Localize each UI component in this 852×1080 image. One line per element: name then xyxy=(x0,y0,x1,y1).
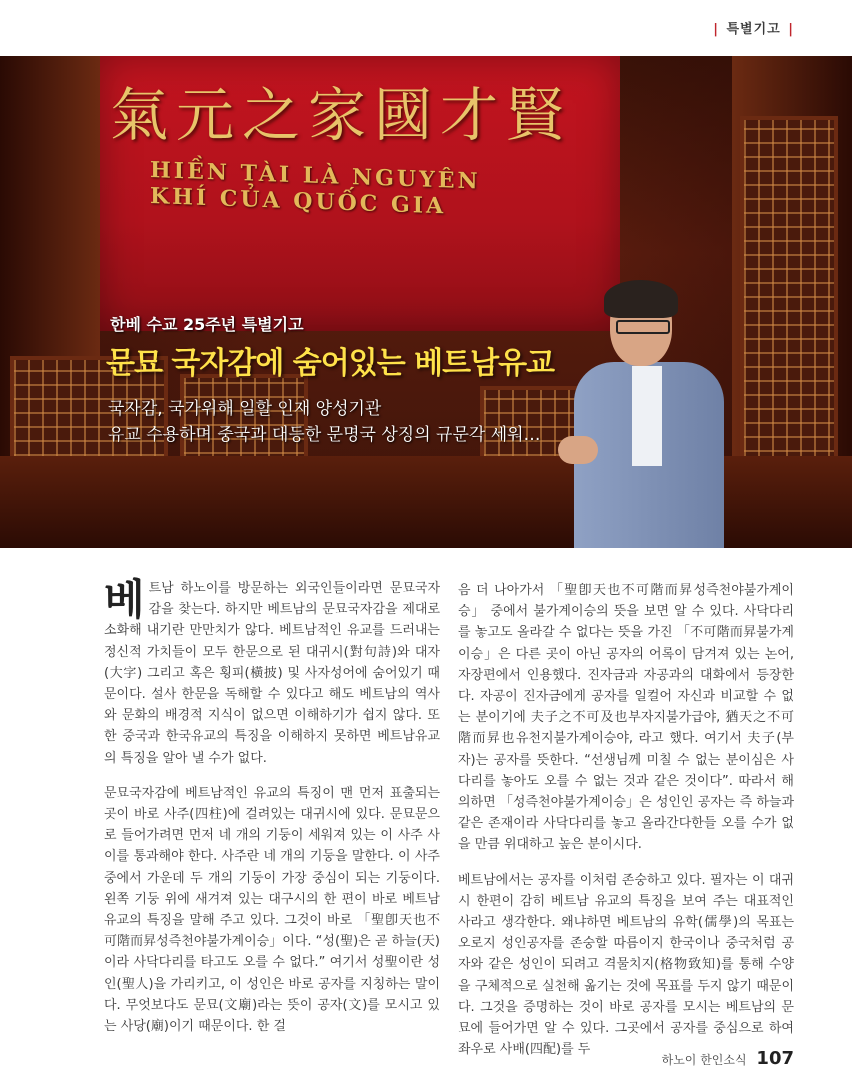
article-deck xyxy=(108,396,668,448)
divider-bar: | xyxy=(788,22,794,37)
hero-text-overlay xyxy=(0,56,852,548)
hero-photo xyxy=(0,56,852,548)
vietnamese-plaque: HIỀN TÀI LÀ NGUYÊN KHÍ CỦA QUỐC GIA xyxy=(150,157,481,220)
divider-bar: | xyxy=(713,22,719,37)
article-column-left xyxy=(104,575,440,1051)
page-number: 107 xyxy=(756,1048,794,1069)
article-headline: 문묘 국자감에 숨어있는 베트남유교 xyxy=(106,346,555,381)
deck-line-2: 유교 수용하며 중국과 대등한 문명국 상징의 규문각 세워… xyxy=(108,425,541,445)
dropcap: 베 xyxy=(104,575,145,624)
article-paragraph: 베트남에서는 공자를 이처럼 존숭하고 있다. 필자는 이 대귀시 한편이 감히 베트남 유교의 특징을 보여 주는 대표적인 사라고 생각한다. 왜냐하면 베트남의 유학(儒學)의 목표는 오로지 성인공자를 존숭할 따름이지 한국이나 중국처럼 공자와 같은 성인이 되려고 격물치지(格物致知)를 통해 수양을 구체적으로 실천해 옮기는 것에 목표를 두지 않기 때문이다. 그것을 증명하는 것이 바로 공자를 모시는 베트남의 문묘에 들어가면 알 수 있다. 그곳에서 공자를 중심으로 하여 좌우로 사배(四配)를 두 xyxy=(458,872,794,1058)
article-column-right xyxy=(458,580,794,1074)
section-tag xyxy=(711,18,796,37)
paragraph-text: 트남 하노이를 방문하는 외국인들이라면 문묘국자감을 찾는다. 하지만 베트남의 문묘국자감을 제대로 소화해 내기란 만만치가 않다. 베트남적인 유교를 드러내는 정신적 가치들이 모두 한문으로 된 대귀시(對句詩)와 대자(大字) 그리고 혹은 횡피(橫披) 및 사자성어에 숨어있기 때문이다. 설사 한문을 독해할 수 있다고 해도 베트남의 역사와 문화의 배경적 지식이 없으면 이해하기가 쉽지 않다. 또한 중국과 한국유교의 특징을 이해하지 못하면 베트남유교의 특징을 알아 낼 수가 없다. xyxy=(104,581,440,766)
hanja-plaque: 氣元之家國才賢 xyxy=(110,81,573,149)
article-paragraph: 음 더 나아가서 「聖卽天也不可階而昇성즉천야불가계이승」 중에서 불가계이승의 뜻을 보면 알 수 있다. 사닥다리를 놓고도 올라갈 수 없다는 뜻을 가진 「不可階而昇불가계이승」은 다른 곳이 아닌 공자의 어록이 담겨져 있는 논어, 자장편에서 인용했다. 진자금과 자공과의 대화에서 등장한다. 자공이 진자금에게 공자를 일컬어 자신과 비교할 수 없는 분이기에 夫子之不可及也부자지불가급야, 猶天之不可階而昇也유천지불가계이승야, 라고 했다. 여기서 夫子(부자)는 공자를 뜻한다. “선생님께 미칠 수 없는 분이심은 사다리를 놓아도 오를 수 없는 것과 같은 것이다”. 따라서 해의하면 「성즉천야불가계이승」은 성인인 공자는 즉 하늘과 같은 존재이라 사닥다리를 놓고 올라간다한들 오를 수가 없을 만큼 위대하고 높은 분이시다. xyxy=(458,583,794,853)
magazine-name: 하노이 한인소식 xyxy=(661,1053,747,1067)
section-label: 특별기고 xyxy=(726,22,781,37)
deck-line-1: 국자감, 국가위해 일할 인재 양성기관 xyxy=(108,399,382,419)
page-footer xyxy=(662,1048,794,1069)
article-paragraph: 문묘국자감에 베트남적인 유교의 특징이 맨 먼저 표출되는 곳이 바로 사주(四柱)에 걸려있는 대귀시에 있다. 문묘문으로 들어가려면 먼저 네 개의 기둥이 세워져 있는 이 사주 사이를 통과해야 한다. 사주란 네 개의 기둥을 말한다. 이 사주 중에서 가운데 두 개의 기둥이 가장 중심이 되는 기둥이다. 왼쪽 기둥 위에 새겨져 있는 대구시의 한 편이 바로 베트남유교의 특징을 말해 주고 있다. 그것이 바로 「聖卽天也不可階而昇성즉천야불가계이승」이다. “성(聖)은 곧 하늘(天)이라 사닥다리를 타고도 오를 수 없다.” 여기서 성聖이란 성인(聖人)을 가리키고, 이 성인은 바로 공자를 지칭하는 말이다. 무엇보다도 문묘(文廟)라는 뜻이 공자(文)를 모시고 있는 사당(廟)이기 때문이다. 한 걸 xyxy=(104,785,440,1035)
article-subtitle: 한베 수교 25주년 특별기고 xyxy=(110,315,304,334)
article-paragraph xyxy=(104,575,440,769)
